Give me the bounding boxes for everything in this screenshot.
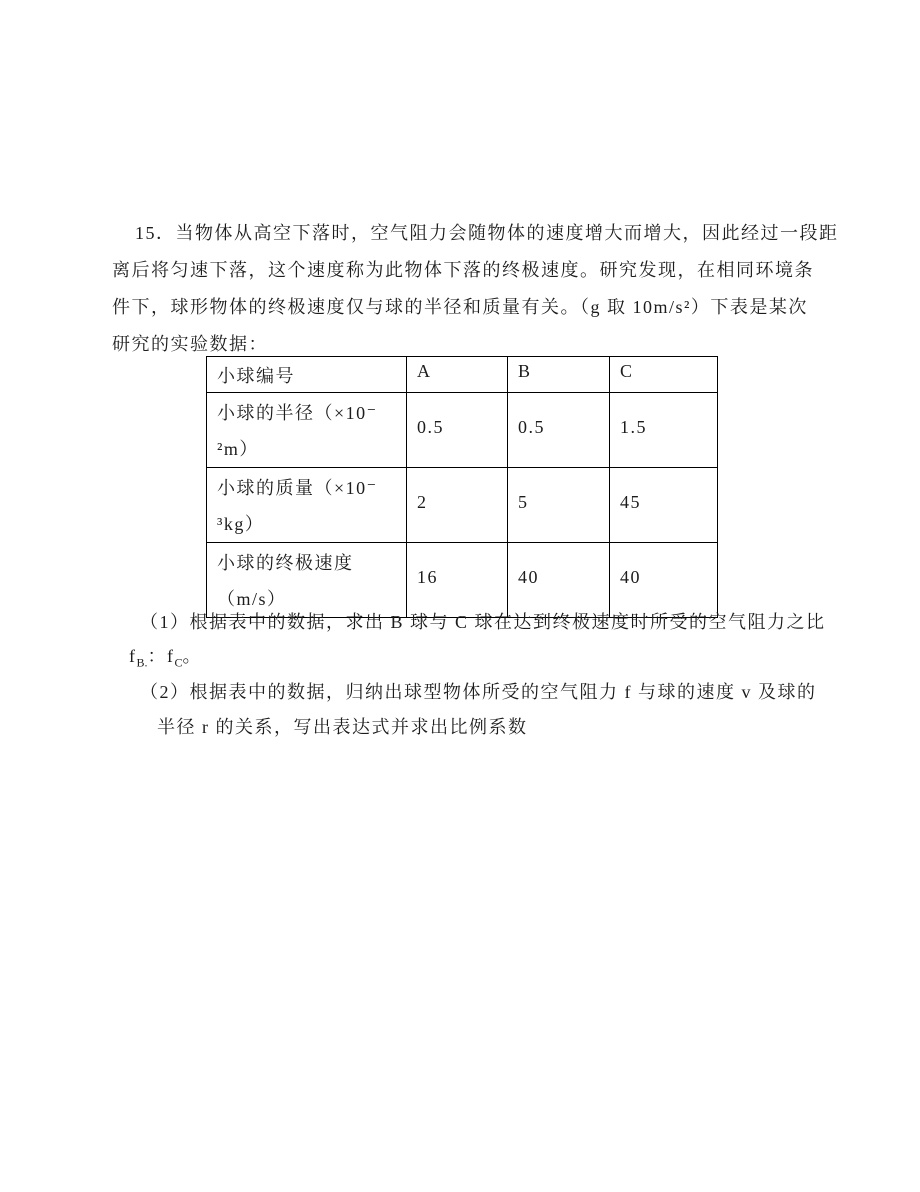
table-label-line-1: 小球的终极速度 [217, 553, 354, 573]
table-row-radius [207, 393, 718, 468]
table-cell-radius-c: 1.5 [610, 393, 718, 468]
table-cell-speed-a: 16 [407, 543, 508, 618]
table-label-line-1: 小球的半径（×10⁻ [217, 403, 378, 423]
ratio-f1: f [129, 646, 137, 666]
table-label-ball-id [207, 357, 407, 393]
table-cell-speed-c: 40 [610, 543, 718, 618]
table-row-ball-id [207, 357, 718, 393]
table-label-line-2: ³kg） [217, 514, 265, 534]
table-cell-speed-b: 40 [508, 543, 610, 618]
intro-line-2: 离后将匀速下落，这个速度称为此物体下落的终极速度。研究发现，在相同环境条 [112, 260, 814, 280]
table-label-line-2: ²m） [217, 439, 259, 459]
ratio-sub-b: B. [136, 655, 148, 670]
problem-intro-paragraph [112, 215, 852, 363]
table-label-mass [207, 468, 407, 543]
table-cell-radius-b: 0.5 [508, 393, 610, 468]
ratio-sub-c: C [174, 655, 183, 670]
table-label-text: 小球编号 [217, 365, 295, 386]
table-cell-mass-c: 45 [610, 468, 718, 543]
ratio-colon: ： [147, 646, 168, 666]
table-row-mass [207, 468, 718, 543]
table-cell-ball-b: B [508, 357, 610, 393]
question-1-text: （1）根据表中的数据，求出 B 球与 C 球在达到终极速度时所受的空气阻力之比 [140, 612, 826, 632]
intro-line-4: 研究的实验数据： [112, 334, 268, 354]
table-cell-ball-a: A [407, 357, 508, 393]
table-cell-radius-a: 0.5 [407, 393, 508, 468]
question-1-ratio-expression [129, 638, 202, 674]
table-cell-ball-c: C [610, 357, 718, 393]
intro-line-1: 15．当物体从高空下落时，空气阻力会随物体的速度增大而增大，因此经过一段距 [135, 223, 839, 243]
table-label-lines [217, 470, 402, 542]
table-label-line-2: （m/s） [217, 589, 287, 609]
intro-line-3: 件下，球形物体的终极速度仅与球的半径和质量有关。（g 取 10m/s²）下表是某次 [112, 297, 808, 317]
question-2-line-2: 半径 r 的关系，写出表达式并求出比例系数 [157, 717, 528, 737]
ratio-f2: f [167, 646, 175, 666]
table-label-line-1: 小球的质量（×10⁻ [217, 478, 378, 498]
question-2-line-1: （2）根据表中的数据，归纳出球型物体所受的空气阻力 f 与球的速度 v 及球的 [140, 682, 817, 702]
table-cell-mass-b: 5 [508, 468, 610, 543]
experiment-data-table [206, 356, 718, 618]
ratio-period: 。 [182, 646, 203, 666]
table-label-lines [217, 395, 402, 467]
table-label-radius [207, 393, 407, 468]
table-cell-mass-a: 2 [407, 468, 508, 543]
